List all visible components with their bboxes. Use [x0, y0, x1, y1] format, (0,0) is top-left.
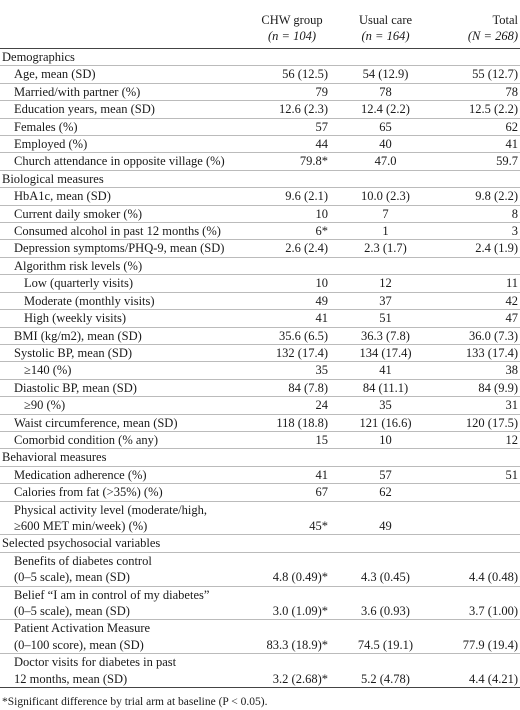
chw-value: 24 [246, 397, 338, 414]
row-label-line-2: (0–5 scale), mean (SD) [14, 570, 130, 585]
table-footnote: *Significant difference by trial arm at baseline (P < 0.05). [2, 696, 268, 709]
table-row [0, 83, 520, 100]
row-label [0, 379, 246, 396]
usual-care-value: 51 [338, 310, 433, 327]
total-value: 59.7 [433, 153, 520, 170]
chw-value: 12.6 (2.3) [246, 101, 338, 118]
total-value: 31 [433, 397, 520, 414]
row-label-line: Physical activity level (moderate/high, [14, 502, 207, 517]
section-label: Biological measures [0, 170, 520, 187]
total-value: 8 [433, 205, 520, 222]
section-row [0, 535, 520, 552]
chw-value: 6* [246, 223, 338, 240]
row-label [0, 83, 246, 100]
row-label-line: Employed (%) [14, 137, 88, 152]
row-label [0, 205, 246, 222]
row-label-line: Low (quarterly visits) [24, 276, 134, 291]
usual-care-value: 10.0 (2.3) [338, 188, 433, 205]
row-label-line: Belief “I am in control of my diabetes” [14, 587, 210, 602]
row-label-line: Consumed alcohol in past 12 months (%) [14, 224, 221, 239]
chw-value: 3.2 (2.68)* [246, 654, 338, 688]
total-value: 9.8 (2.2) [433, 188, 520, 205]
total-value: 62 [433, 118, 520, 135]
chw-value: 56 (12.5) [246, 66, 338, 83]
chw-value: 41 [246, 310, 338, 327]
row-label [0, 466, 246, 483]
row-label-line: Systolic BP, mean (SD) [14, 345, 133, 360]
usual-care-value: 2.3 (1.7) [338, 240, 433, 257]
row-label-line-2: ≥600 MET min/week) (%) [14, 518, 148, 533]
row-label-line: Calories from fat (>35%) (%) [14, 485, 163, 500]
usual-care-value: 62 [338, 484, 433, 501]
usual-care-value: 4.3 (0.45) [338, 552, 433, 586]
total-value: 4.4 (4.21) [433, 654, 520, 688]
table-row [0, 327, 520, 344]
row-label [0, 344, 246, 361]
table-row [0, 362, 520, 379]
total-value: 11 [433, 275, 520, 292]
total-value: 3 [433, 223, 520, 240]
baseline-characteristics-table [0, 6, 520, 688]
total-value: 78 [433, 83, 520, 100]
usual-care-value: 40 [338, 136, 433, 153]
row-label-line: High (weekly visits) [24, 311, 127, 326]
total-value: 4.4 (0.48) [433, 552, 520, 586]
chw-value: 2.6 (2.4) [246, 240, 338, 257]
total-value: 3.7 (1.00) [433, 586, 520, 620]
section-label: Demographics [0, 49, 520, 66]
row-label-line: Education years, mean (SD) [14, 102, 155, 117]
row-label [0, 431, 246, 448]
header-total-name: Total [492, 13, 518, 27]
chw-value: 41 [246, 466, 338, 483]
chw-value: 84 (7.8) [246, 379, 338, 396]
row-label [0, 292, 246, 309]
chw-value: 132 (17.4) [246, 344, 338, 361]
total-value: 12.5 (2.2) [433, 101, 520, 118]
row-label-line: Waist circumference, mean (SD) [14, 415, 178, 430]
row-label-line: Females (%) [14, 119, 78, 134]
total-value: 38 [433, 362, 520, 379]
table-row [0, 118, 520, 135]
table-row [0, 414, 520, 431]
header-usual-care [338, 6, 433, 49]
section-label: Behavioral measures [0, 449, 520, 466]
row-label-line: BMI (kg/m2), mean (SD) [14, 328, 142, 343]
table-row [0, 344, 520, 361]
usual-care-value [338, 257, 433, 274]
table-row [0, 586, 520, 620]
table-row [0, 257, 520, 274]
header-usual-name: Usual care [358, 13, 413, 27]
chw-value: 79 [246, 83, 338, 100]
total-value: 55 (12.7) [433, 66, 520, 83]
usual-care-value: 7 [338, 205, 433, 222]
table-row [0, 205, 520, 222]
chw-value: 67 [246, 484, 338, 501]
row-label-line-2: 12 months, mean (SD) [14, 671, 128, 686]
table-row [0, 397, 520, 414]
row-label [0, 310, 246, 327]
total-value: 120 (17.5) [433, 414, 520, 431]
usual-care-value: 41 [338, 362, 433, 379]
usual-care-value: 1 [338, 223, 433, 240]
table-row [0, 466, 520, 483]
table-row [0, 620, 520, 654]
chw-value: 4.8 (0.49)* [246, 552, 338, 586]
row-label [0, 275, 246, 292]
total-value [433, 501, 520, 535]
chw-value: 44 [246, 136, 338, 153]
chw-value: 9.6 (2.1) [246, 188, 338, 205]
total-value: 47 [433, 310, 520, 327]
chw-value: 83.3 (18.9)* [246, 620, 338, 654]
usual-care-value: 3.6 (0.93) [338, 586, 433, 620]
row-label [0, 101, 246, 118]
usual-care-value: 12 [338, 275, 433, 292]
section-label: Selected psychosocial variables [0, 535, 520, 552]
table-row [0, 501, 520, 535]
chw-value: 118 (18.8) [246, 414, 338, 431]
row-label [0, 118, 246, 135]
row-label [0, 654, 246, 688]
usual-care-value: 49 [338, 501, 433, 535]
row-label [0, 257, 246, 274]
section-row [0, 170, 520, 187]
section-row [0, 449, 520, 466]
row-label-line: Patient Activation Measure [14, 621, 151, 636]
row-label-line: HbA1c, mean (SD) [14, 189, 111, 204]
row-label-line: Church attendance in opposite village (%) [14, 154, 225, 169]
row-label [0, 223, 246, 240]
total-value: 42 [433, 292, 520, 309]
row-label [0, 484, 246, 501]
chw-value: 57 [246, 118, 338, 135]
header-blank [0, 6, 246, 49]
row-label-line: Algorithm risk levels (%) [14, 258, 143, 273]
usual-care-value: 65 [338, 118, 433, 135]
row-label-line: Doctor visits for diabetes in past [14, 655, 177, 670]
header-chw-n: (n = 104) [267, 29, 316, 43]
row-label-line-2: (0–100 score), mean (SD) [14, 637, 144, 652]
row-label-line: Age, mean (SD) [14, 67, 96, 82]
chw-value: 3.0 (1.09)* [246, 586, 338, 620]
row-label-line: ≥90 (%) [24, 398, 66, 413]
row-label-line: Medication adherence (%) [14, 467, 147, 482]
table-row [0, 223, 520, 240]
table-row [0, 66, 520, 83]
header-total [433, 6, 520, 49]
row-label [0, 327, 246, 344]
usual-care-value: 74.5 (19.1) [338, 620, 433, 654]
row-label [0, 153, 246, 170]
chw-value: 10 [246, 275, 338, 292]
row-label [0, 586, 246, 620]
table-row [0, 188, 520, 205]
table-row [0, 484, 520, 501]
table-row [0, 292, 520, 309]
usual-care-value: 57 [338, 466, 433, 483]
usual-care-value: 78 [338, 83, 433, 100]
total-value: 77.9 (19.4) [433, 620, 520, 654]
table-row [0, 136, 520, 153]
total-value: 133 (17.4) [433, 344, 520, 361]
chw-value: 79.8* [246, 153, 338, 170]
table-row [0, 379, 520, 396]
usual-care-value: 84 (11.1) [338, 379, 433, 396]
chw-value: 35 [246, 362, 338, 379]
chw-value: 10 [246, 205, 338, 222]
row-label [0, 136, 246, 153]
row-label [0, 552, 246, 586]
table-row [0, 153, 520, 170]
table-header [0, 6, 520, 49]
usual-care-value: 37 [338, 292, 433, 309]
header-chw-group [246, 6, 338, 49]
table-body [0, 49, 520, 688]
chw-value: 45* [246, 501, 338, 535]
total-value [433, 257, 520, 274]
row-label-line: Current daily smoker (%) [14, 206, 143, 221]
row-label-line-2: (0–5 scale), mean (SD) [14, 604, 130, 618]
chw-value [246, 257, 338, 274]
usual-care-value: 5.2 (4.78) [338, 654, 433, 688]
usual-care-value: 54 (12.9) [338, 66, 433, 83]
table-row [0, 552, 520, 586]
header-total-n: (N = 268) [467, 29, 518, 43]
table-row [0, 275, 520, 292]
row-label-line: Diastolic BP, mean (SD) [14, 380, 137, 395]
row-label-line: Moderate (monthly visits) [24, 293, 155, 308]
usual-care-value: 36.3 (7.8) [338, 327, 433, 344]
table-row [0, 101, 520, 118]
usual-care-value: 35 [338, 397, 433, 414]
total-value: 84 (9.9) [433, 379, 520, 396]
chw-value: 35.6 (6.5) [246, 327, 338, 344]
table-row [0, 431, 520, 448]
usual-care-value: 47.0 [338, 153, 433, 170]
total-value: 36.0 (7.3) [433, 327, 520, 344]
section-row [0, 49, 520, 66]
table-row [0, 240, 520, 257]
row-label [0, 188, 246, 205]
row-label [0, 501, 246, 535]
chw-value: 49 [246, 292, 338, 309]
total-value: 12 [433, 431, 520, 448]
row-label-line: ≥140 (%) [24, 363, 72, 378]
total-value: 51 [433, 466, 520, 483]
header-usual-n: (n = 164) [361, 29, 410, 43]
usual-care-value: 12.4 (2.2) [338, 101, 433, 118]
row-label-line: Comorbid condition (% any) [14, 432, 159, 447]
row-label [0, 240, 246, 257]
header-chw-name: CHW group [261, 13, 323, 27]
total-value [433, 484, 520, 501]
usual-care-value: 121 (16.6) [338, 414, 433, 431]
row-label [0, 66, 246, 83]
row-label-line: Married/with partner (%) [14, 84, 141, 99]
row-label [0, 397, 246, 414]
row-label-line: Benefits of diabetes control [14, 553, 152, 568]
table-row [0, 310, 520, 327]
row-label [0, 362, 246, 379]
row-label-line: Depression symptoms/PHQ-9, mean (SD) [14, 241, 225, 256]
total-value: 41 [433, 136, 520, 153]
usual-care-value: 134 (17.4) [338, 344, 433, 361]
row-label [0, 414, 246, 431]
total-value: 2.4 (1.9) [433, 240, 520, 257]
usual-care-value: 10 [338, 431, 433, 448]
chw-value: 15 [246, 431, 338, 448]
table-row [0, 654, 520, 688]
row-label [0, 620, 246, 654]
